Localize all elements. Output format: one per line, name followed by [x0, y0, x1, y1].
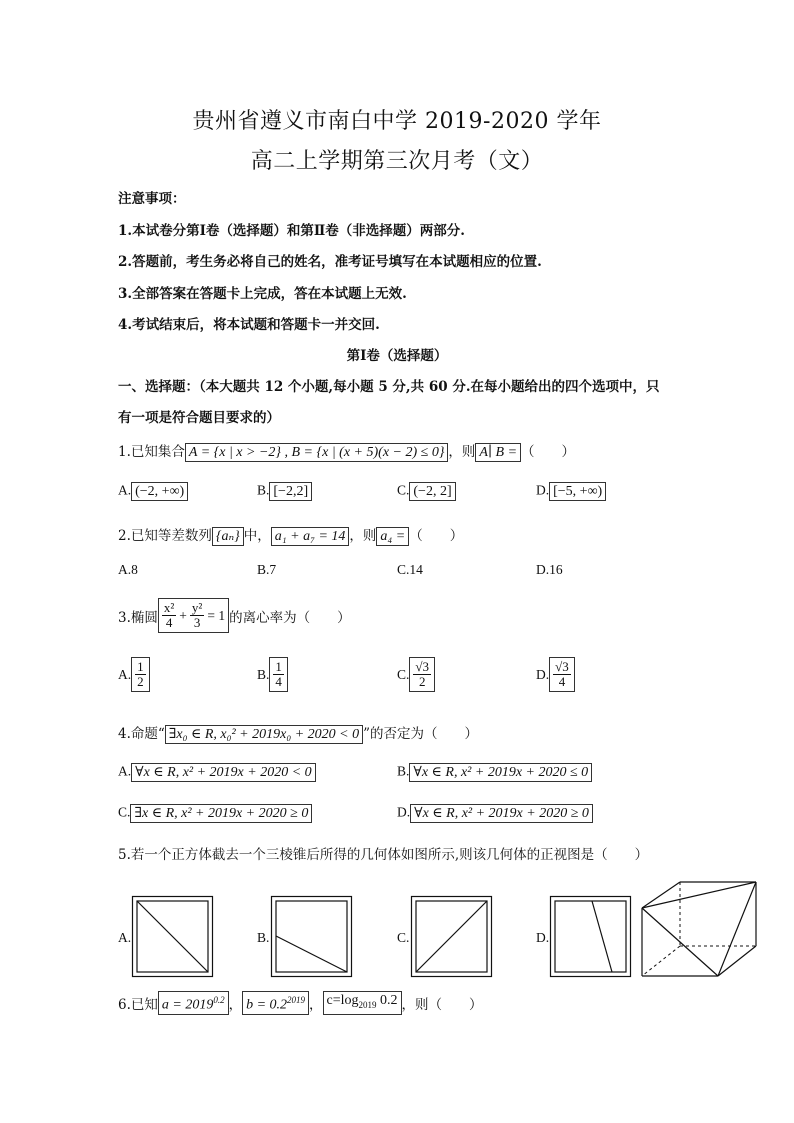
notice-item-2: 2.答题前，考生务必将自己的姓名，准考证号填写在本试题相应的位置. — [118, 254, 542, 270]
notice-item-4: 4.考试结束后，将本试题和答题卡一并交回. — [118, 317, 380, 333]
section-title: 第Ⅰ卷（选择题） — [346, 348, 448, 364]
q4-option-b[interactable]: B. ∀x ∈ R, x² + 2019x + 2020 ≤ 0 — [397, 763, 592, 782]
q1-option-a[interactable]: A. (−2, +∞) — [118, 482, 188, 501]
q3-ellipse-equation: $\frac{\text{x²}}{4}$ + $\frac{\text{y²}}{3}$ = 1 — [158, 598, 229, 633]
notice-item-3: 3.全部答案在答题卡上完成，答在本试题上无效. — [118, 286, 407, 302]
q4-option-c[interactable]: C. ∃x ∈ R, x² + 2019x + 2020 ≥ 0 — [118, 804, 312, 823]
q5-option-a-label[interactable]: A. — [118, 930, 132, 945]
section-intro-line2: 有一项是符合题目要求的） — [118, 410, 280, 426]
notice-heading: 注意事项： — [118, 191, 186, 207]
q4-option-d[interactable]: D. ∀x ∈ R, x² + 2019x + 2020 ≥ 0 — [397, 804, 593, 823]
q5-option-b-label[interactable]: B. — [257, 930, 270, 945]
q4-option-a[interactable]: A. ∀x ∈ R, x² + 2019x + 2020 < 0 — [118, 763, 316, 782]
q1-target-expression: A∣ B = — [475, 443, 521, 462]
q2-option-a[interactable]: A.8 — [118, 562, 138, 577]
question-2: 2.已知等差数列 {aₙ} 中， a₁ + a₇ = 14 ，则 a₄ = （ ） — [118, 528, 464, 544]
q3-option-b[interactable]: B. $\frac{1}{4}$ — [257, 657, 288, 692]
q2-target: a₄ = — [376, 527, 409, 546]
q1-option-b[interactable]: B. [−2,2] — [257, 482, 312, 501]
q3-option-a[interactable]: A. $\frac{1}{2}$ — [118, 657, 150, 692]
q2-option-d[interactable]: D.16 — [536, 562, 563, 577]
question-6: 6.已知 $a = 2019^{0.2}$ ， $b = 0.2^{2019}$ ， $c=\log_{2019}$ 0.2 ，则（ ） — [118, 993, 483, 1013]
q2-condition: a₁ + a₇ = 14 — [271, 527, 350, 546]
q5-option-d-label[interactable]: D. — [536, 930, 550, 945]
q2-sequence: {aₙ} — [212, 527, 244, 546]
q5-solid-figure — [640, 878, 760, 980]
question-5: 5.若一个正方体截去一个三棱锥后所得的几何体如图所示,则该几何体的正视图是（ ） — [118, 847, 649, 863]
section-intro-line1: 一、选择题：（本大题共 12 个小题,每小题 5 分,共 60 分.在每小题给出的四个选项中，只 — [118, 379, 660, 395]
q5-option-c-label[interactable]: C. — [397, 930, 410, 945]
page-subtitle: 高二上学期第三次月考（文） — [250, 149, 544, 174]
question-3: 3.椭圆 $\frac{\text{x²}}{4}$ + $\frac{\text{y²}}{3}$ = 1 的离心率为（ ） — [118, 598, 351, 633]
q5-option-b-figure[interactable] — [271, 896, 353, 978]
q3-option-d[interactable]: D. $\frac{√3}{4}$ — [536, 657, 575, 692]
q6-a-expression: $a = 2019^{0.2}$ — [158, 991, 229, 1015]
q6-b-expression: $b = 0.2^{2019}$ — [242, 991, 309, 1015]
q3-option-c[interactable]: C. $\frac{√3}{2}$ — [397, 657, 435, 692]
q1-set-expression: A = {x | x > −2} , B = {x | (x + 5)(x − 2) ≤ 0} — [185, 443, 449, 462]
q1-option-c[interactable]: C. (−2, 2] — [397, 482, 456, 501]
question-1: 1.已知集合 A = {x | x > −2} , B = {x | (x + 5)(x − 2) ≤ 0} ，则 A∣ B = （ ） — [118, 444, 576, 460]
q5-option-a-figure[interactable] — [132, 896, 214, 978]
page-title: 贵州省遵义市南白中学 2019-2020 学年 — [192, 109, 602, 134]
q2-option-b[interactable]: B.7 — [257, 562, 277, 577]
question-4: 4.命题“ ∃x₀ ∈ R, x₀² + 2019x₀ + 2020 < 0 ”的否定为（ ） — [118, 726, 478, 742]
q5-option-c-figure[interactable] — [411, 896, 493, 978]
q4-proposition: ∃x₀ ∈ R, x₀² + 2019x₀ + 2020 < 0 — [165, 725, 363, 744]
notice-item-1: 1.本试卷分第Ⅰ卷（选择题）和第Ⅱ卷（非选择题）两部分. — [118, 223, 465, 239]
q1-option-d[interactable]: D. [−5, +∞) — [536, 482, 606, 501]
q6-c-expression: $c=\log_{2019}$ 0.2 — [323, 991, 402, 1015]
q2-option-c[interactable]: C.14 — [397, 562, 423, 577]
q5-option-d-figure[interactable] — [550, 896, 632, 978]
